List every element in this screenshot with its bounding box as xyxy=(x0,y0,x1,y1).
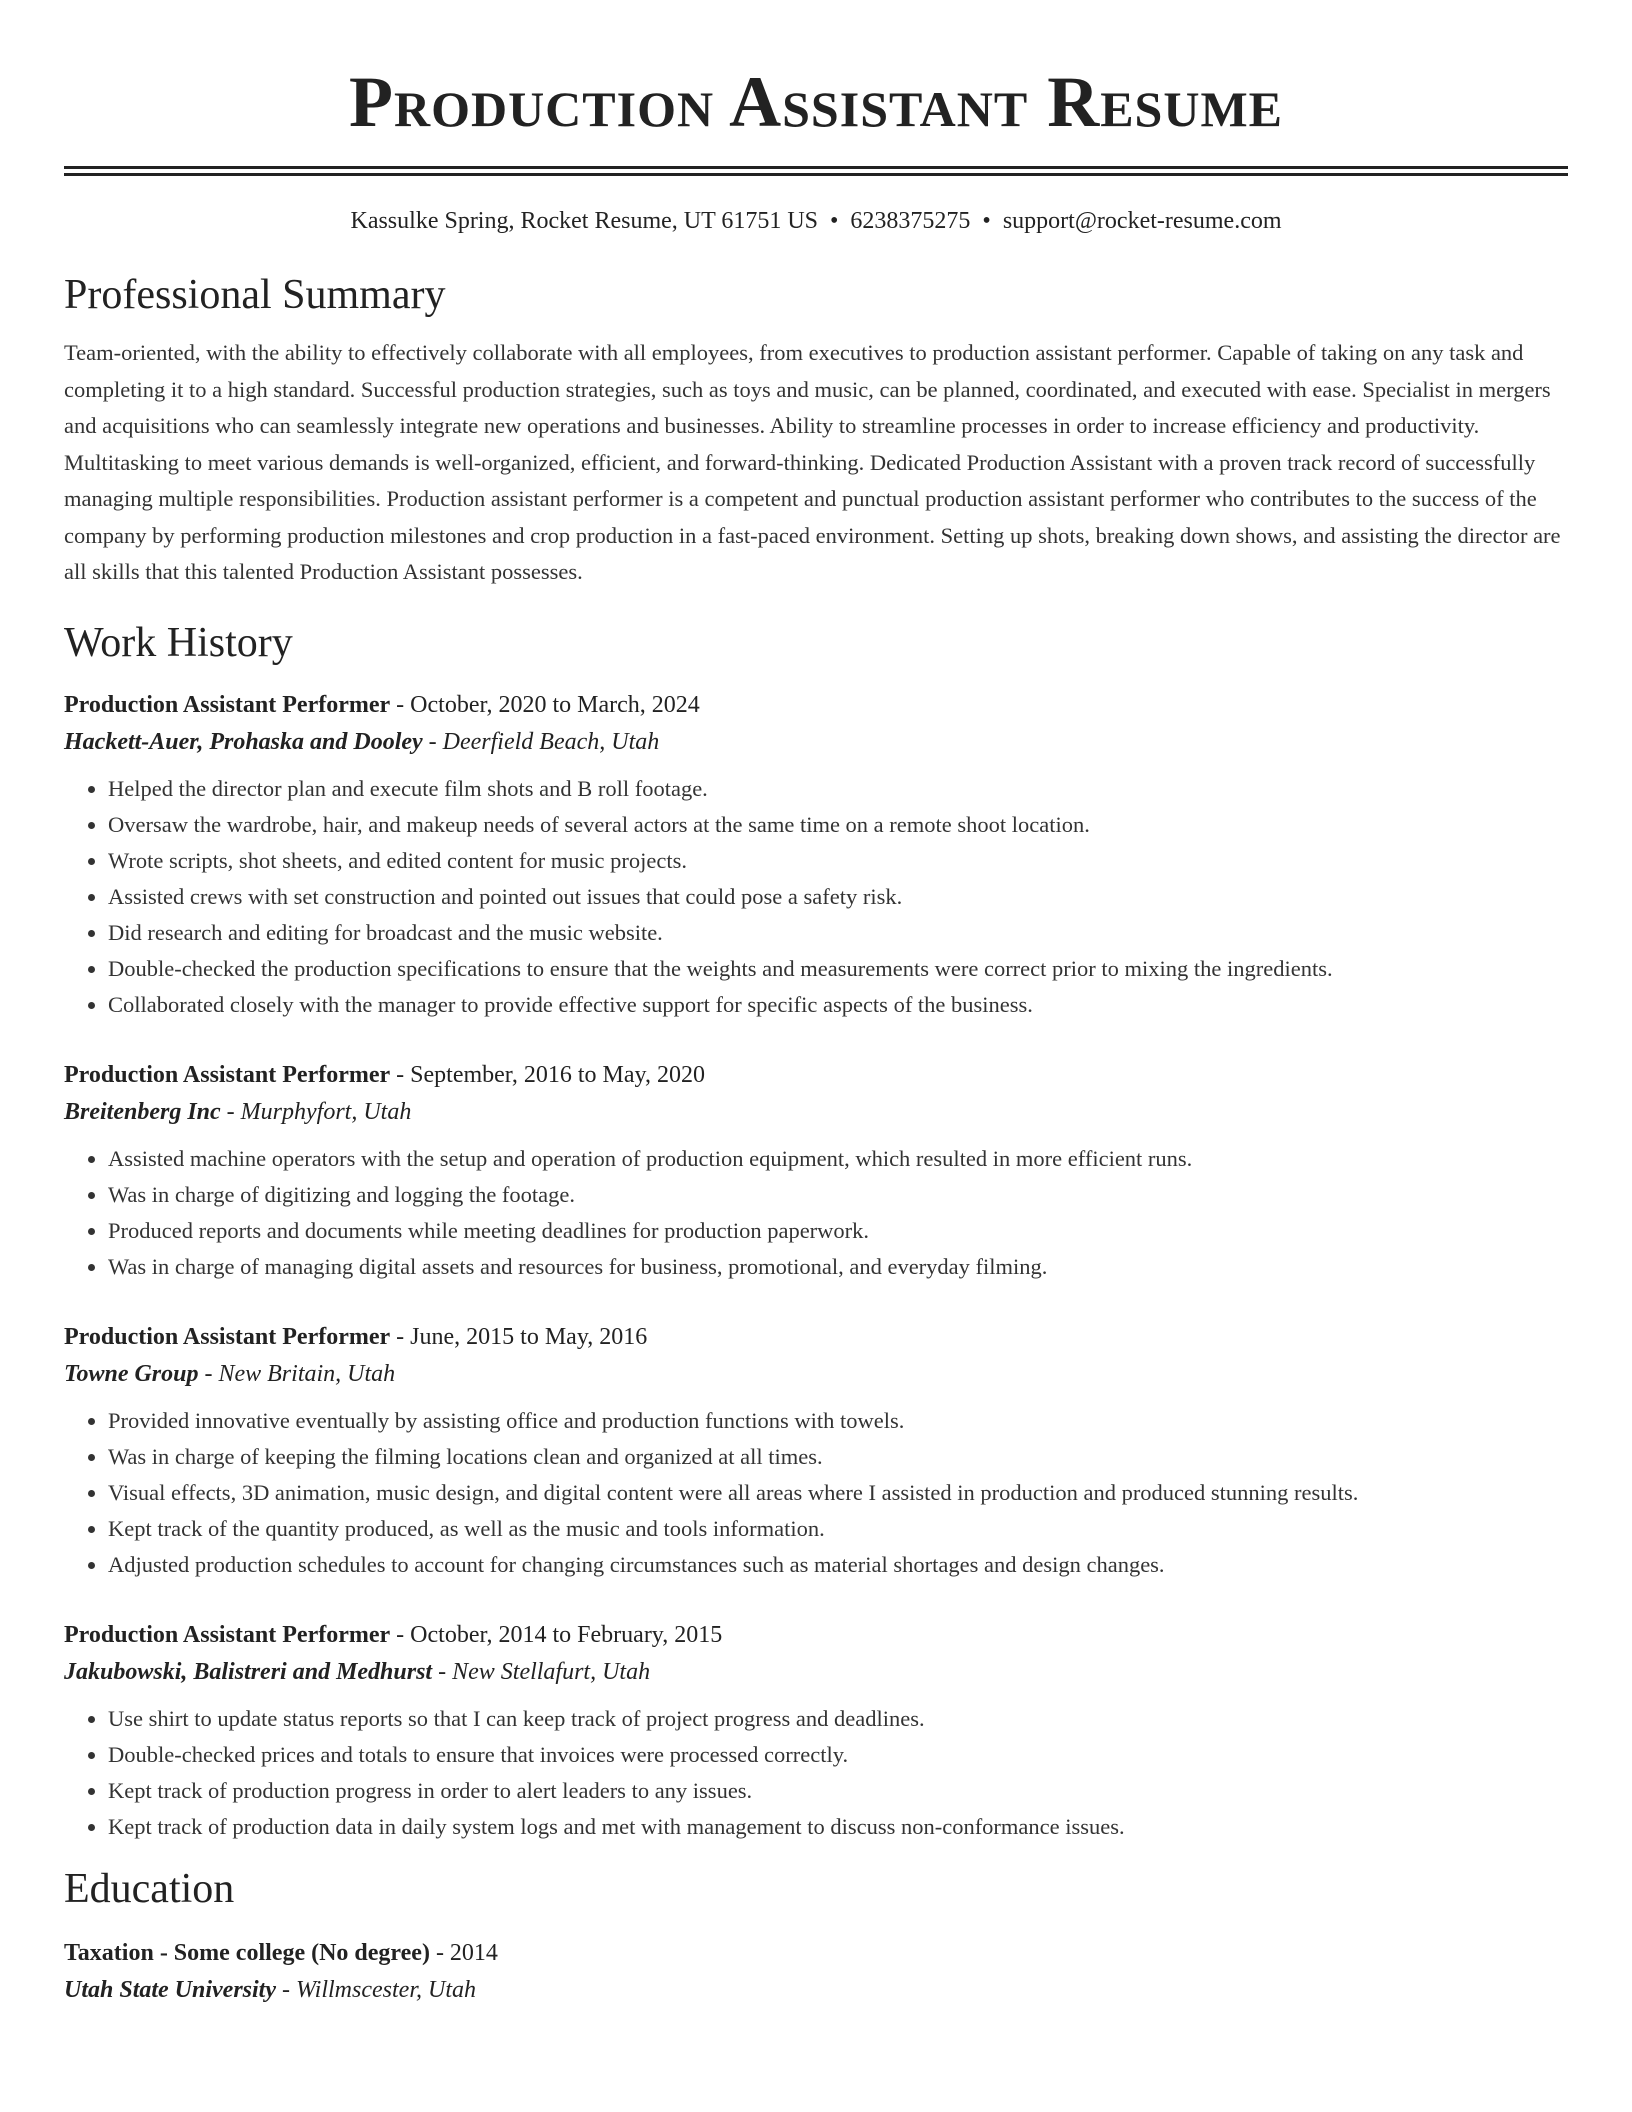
employer-location: - New Stellafurt, Utah xyxy=(432,1658,651,1685)
duties-list xyxy=(64,771,1568,1023)
job-title-line xyxy=(64,1319,1568,1355)
duty-item: • Was in charge of managing digital assets and resources for business, promotional, and everyday filming. xyxy=(108,1249,1568,1285)
summary-heading: Professional Summary xyxy=(64,272,446,318)
contact-address: Kassulke Spring, Rocket Resume, UT 61751 US xyxy=(350,208,819,234)
employer-location: - New Britain, Utah xyxy=(198,1360,396,1387)
duty-item: • Visual effects, 3D animation, music design, and digital content were all areas where I assisted in production and produced stunning results. xyxy=(108,1475,1568,1511)
duty-item: • Kept track of production data in daily system logs and met with management to discuss non-conformance issues. xyxy=(108,1809,1568,1845)
employer-name: Jakubowski, Balistreri and Medhurst xyxy=(64,1658,433,1685)
duty-item: • Kept track of the quantity produced, as well as the music and tools information. xyxy=(108,1511,1568,1547)
job-dates: - October, 2014 to February, 2015 xyxy=(390,1621,723,1648)
job-title-line xyxy=(64,1057,1568,1093)
duties-list xyxy=(64,1701,1568,1845)
duty-item: • Collaborated closely with the manager to provide effective support for specific aspects of the business. xyxy=(108,987,1568,1023)
education-school: Utah State University xyxy=(64,1976,277,2003)
employer-line xyxy=(64,1355,1568,1393)
job-title: Production Assistant Performer xyxy=(64,1061,391,1088)
employer-location: - Murphyfort, Utah xyxy=(220,1098,412,1125)
duty-item: • Provided innovative eventually by assisting office and production functions with towels. xyxy=(108,1403,1568,1439)
education-year: - 2014 xyxy=(429,1939,498,1966)
duty-item: • Oversaw the wardrobe, hair, and makeup needs of several actors at the same time on a remote shoot location. xyxy=(108,807,1568,843)
job-entry xyxy=(64,1319,1568,1583)
employer-line xyxy=(64,723,1568,761)
job-entry xyxy=(64,1057,1568,1285)
education-degree: Taxation - Some college (No degree) xyxy=(64,1939,430,1966)
duty-item: • Kept track of production progress in order to alert leaders to any issues. xyxy=(108,1773,1568,1809)
duty-item: • Was in charge of digitizing and logging the footage. xyxy=(108,1177,1568,1213)
job-dates: - June, 2015 to May, 2016 xyxy=(390,1323,648,1350)
duty-item: • Helped the director plan and execute film shots and B roll footage. xyxy=(108,771,1568,807)
education-school-line xyxy=(64,1971,1568,2009)
employer-location: - Deerfield Beach, Utah xyxy=(422,728,660,755)
employer-name: Breitenberg Inc xyxy=(64,1098,221,1125)
job-title: Production Assistant Performer xyxy=(64,1323,391,1350)
job-title-line xyxy=(64,1617,1568,1653)
contact-separator: • xyxy=(830,208,839,234)
education-location: - Willmscester, Utah xyxy=(276,1976,476,2003)
duty-item: • Use shirt to update status reports so that I can keep track of project progress and deadlines. xyxy=(108,1701,1568,1737)
contact-email: support@rocket-resume.com xyxy=(1002,208,1282,234)
duties-list xyxy=(64,1403,1568,1583)
job-title: Production Assistant Performer xyxy=(64,691,391,718)
education-degree-line xyxy=(64,1935,1568,1971)
duty-item: • Did research and editing for broadcast and the music website. xyxy=(108,915,1568,951)
contact-line xyxy=(64,205,1568,237)
title-divider xyxy=(64,166,1568,169)
job-dates: - October, 2020 to March, 2024 xyxy=(390,691,700,718)
duties-list xyxy=(64,1141,1568,1285)
employer-line xyxy=(64,1653,1568,1691)
contact-separator: • xyxy=(982,208,991,234)
duty-item: • Double-checked the production specifications to ensure that the weights and measurements were correct prior to mixing the ingredients. xyxy=(108,951,1568,987)
duty-item: • Was in charge of keeping the filming locations clean and organized at all times. xyxy=(108,1439,1568,1475)
duty-item: • Assisted machine operators with the setup and operation of production equipment, which resulted in more efficient runs. xyxy=(108,1141,1568,1177)
contact-phone: 6238375275 xyxy=(850,208,971,234)
job-title-line xyxy=(64,687,1568,723)
employer-line xyxy=(64,1093,1568,1131)
duty-item: • Double-checked prices and totals to ensure that invoices were processed correctly. xyxy=(108,1737,1568,1773)
duty-item: • Adjusted production schedules to account for changing circumstances such as material shortages and design changes. xyxy=(108,1547,1568,1583)
job-title: Production Assistant Performer xyxy=(64,1621,391,1648)
employer-name: Hackett-Auer, Prohaska and Dooley xyxy=(64,728,423,755)
document-title: Production Assistant Resume xyxy=(348,62,1284,142)
duty-item: • Produced reports and documents while meeting deadlines for production paperwork. xyxy=(108,1213,1568,1249)
job-entry xyxy=(64,687,1568,1023)
duty-item: • Wrote scripts, shot sheets, and edited content for music projects. xyxy=(108,843,1568,879)
employer-name: Towne Group xyxy=(64,1360,199,1387)
job-dates: - September, 2016 to May, 2020 xyxy=(390,1061,705,1088)
education-heading: Education xyxy=(64,1865,235,1912)
summary-text: Team-oriented, with the ability to effectively collaborate with all employees, from executives to production assistant performer. Capable of taking on any task and completing it to a high standard. Successful production strategies, such as toys and music, can be planned, coordinated, and executed with ease. Specialist in mergers and acquisitions who can seamlessly integrate new operations and businesses. Ability to streamline processes in order to increase efficiency and productivity. Multitasking to meet various demands is well-organized, efficient, and forward-thinking. Dedicated Production Assistant with a proven track record of successfully managing multiple responsibilities. Production assistant performer is a competent and punctual production assistant performer who contributes to the success of the company by performing production milestones and crop production in a fast-paced environment. Setting up shots, breaking down shows, and assisting the director are all skills that this talented Production Assistant possesses. xyxy=(64,340,1561,584)
job-entry xyxy=(64,1617,1568,1845)
duty-item: • Assisted crews with set construction and pointed out issues that could pose a safety risk. xyxy=(108,879,1568,915)
work-history-heading: Work History xyxy=(64,619,293,666)
